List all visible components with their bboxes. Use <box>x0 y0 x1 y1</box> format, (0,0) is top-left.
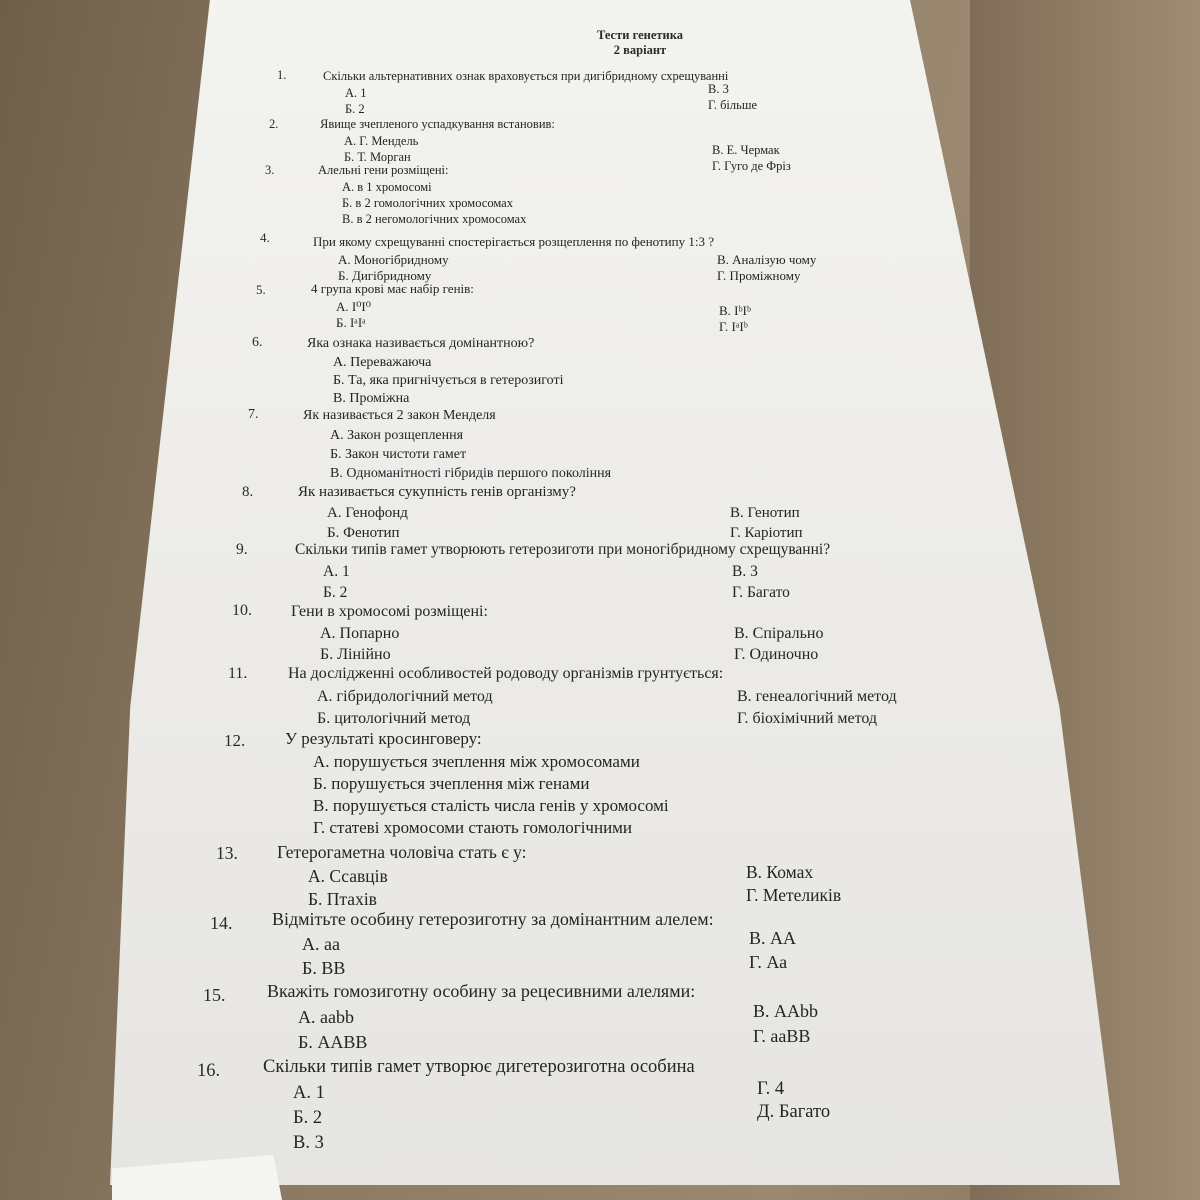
answer-option: А. Закон розщеплення <box>330 428 464 443</box>
answer-option: А. Моногібридному <box>338 251 449 267</box>
answer-option: Б. Фенотип <box>327 525 400 541</box>
answer-option: В. Спірально <box>734 625 824 642</box>
answer-option: Б. IᵃIᵃ <box>336 315 366 330</box>
question-text: Скільки типів гамет утворюють гетерозиготи при моногібридному схрещуванні? <box>295 541 831 558</box>
answer-option: Б. Т. Морган <box>344 150 411 164</box>
answer-option: А. Ссавців <box>308 866 388 886</box>
question-number: 4. <box>260 230 270 245</box>
question-number: 8. <box>242 484 254 500</box>
question-number: 7. <box>248 407 259 422</box>
answer-option: Г. Багато <box>732 584 790 601</box>
question-text: Скільки альтернативних ознак враховується при дигібридному схрещуванні <box>323 69 729 83</box>
question-text: На дослідженні особливостей родоводу організмів грунтується: <box>288 665 724 682</box>
question-text: Як називається 2 закон Менделя <box>303 408 496 423</box>
answer-option: В. Е. Чермак <box>712 143 780 157</box>
question-text: Гени в хромосомі розміщені: <box>291 603 488 620</box>
answer-option: Г. 4 <box>757 1079 785 1099</box>
question-text: Відмітьте особину гетерозиготну за домінантним алелем: <box>272 909 714 929</box>
answer-option: Г. Каріотип <box>730 525 803 541</box>
question-number: 5. <box>256 282 266 297</box>
answer-option: Г. Аа <box>749 952 788 972</box>
question-number: 12. <box>224 731 246 750</box>
answer-option: Б. Лінійно <box>320 646 391 663</box>
answer-option: Б. Дигібридному <box>338 268 432 283</box>
answer-option: А. в 1 хромосомі <box>342 180 432 194</box>
question-number: 16. <box>197 1061 221 1081</box>
question-number: 10. <box>232 602 252 619</box>
answer-option: А. Генофонд <box>327 505 408 521</box>
answer-option: Б. AABB <box>298 1032 368 1052</box>
answer-option: В. Одноманітності гібридів першого покоління <box>330 466 612 481</box>
answer-option: Б. 2 <box>323 584 348 601</box>
question-text: Яка ознака називається домінантною? <box>307 336 535 351</box>
answer-option: Г. біохімічний метод <box>737 710 878 727</box>
answer-option: Б. 2 <box>345 102 365 116</box>
answer-option: Б. 2 <box>293 1108 323 1128</box>
document-header <box>540 28 740 58</box>
answer-option: В. 3 <box>293 1133 324 1153</box>
question-number: 6. <box>252 335 263 350</box>
answer-option: Г. статеві хромосоми стають гомологічними <box>313 818 633 837</box>
answer-option: В. AAbb <box>753 1001 819 1021</box>
answer-option: А. Г. Мендель <box>344 134 419 148</box>
answer-option: А. гібридологічний метод <box>317 688 493 705</box>
answer-option: Б. Закон чистоти гамет <box>330 447 467 462</box>
question-number: 14. <box>210 913 233 933</box>
question-text: Вкажіть гомозиготну особину за рецесивними алелями: <box>267 981 696 1001</box>
question-number: 2. <box>269 117 279 131</box>
answer-option: А. aabb <box>298 1007 354 1027</box>
question-number: 1. <box>277 68 287 82</box>
question-text: Як називається сукупність генів організму? <box>298 484 576 500</box>
answer-option: А. 1 <box>293 1083 325 1103</box>
answer-option: В. в 2 негомологічних хромосомах <box>342 212 527 226</box>
answer-option: Г. IᵃIᵇ <box>719 319 748 334</box>
answer-option: Г. aaBB <box>753 1026 811 1046</box>
question-number: 13. <box>216 843 238 863</box>
answer-option: В. генеалогічний метод <box>737 688 897 705</box>
question-text: Явище зчепленого успадкування встановив: <box>320 117 555 131</box>
question-number: 3. <box>265 163 275 177</box>
answer-option: В. Генотип <box>730 505 800 521</box>
question-text: Алельні гени розміщені: <box>318 163 449 177</box>
answer-option: Б. порушується зчеплення між генами <box>313 774 590 793</box>
answer-option: В. IᵇIᵇ <box>719 302 751 318</box>
question-number: 9. <box>236 541 248 558</box>
answer-option: Г. Проміжному <box>717 268 801 283</box>
answer-option: А. Попарно <box>320 625 400 642</box>
question-text: 4 група крові має набір генів: <box>311 281 474 296</box>
question-text: При якому схрещуванні спостерігається розщеплення по фенотипу 1:3 ? <box>313 234 714 249</box>
answer-option: Г. більше <box>708 98 758 112</box>
answer-option: А. I⁰I⁰ <box>336 298 371 314</box>
answer-option: Д. Багато <box>757 1102 831 1122</box>
answer-option: В. Комах <box>746 862 814 882</box>
answer-option: А. порушується зчеплення між хромосомами <box>313 752 640 771</box>
answer-option: Г. Одиночно <box>734 646 819 663</box>
answer-option: А. Переважаюча <box>333 355 432 370</box>
answer-option: В. 3 <box>708 82 729 96</box>
answer-option: В. 3 <box>732 563 758 580</box>
answer-option: Г. Гуго де Фріз <box>712 159 791 173</box>
answer-option: Б. Та, яка пригнічується в гетерозиготі <box>333 373 564 388</box>
answer-option: Б. ВВ <box>302 958 346 978</box>
answer-option: А. 1 <box>323 563 350 580</box>
question-number: 15. <box>203 985 226 1005</box>
document-variant: 2 варіант <box>613 43 667 57</box>
answer-option: Б. в 2 гомологічних хромосомах <box>342 196 513 210</box>
answer-option: В. Проміжна <box>333 391 410 406</box>
question-text: У результаті кросинговеру: <box>285 729 482 748</box>
answer-option: А. аа <box>302 934 340 954</box>
answer-option: Б. Птахів <box>308 889 377 909</box>
document-title: Тести генетика <box>597 28 683 42</box>
answer-option: В. АА <box>749 928 797 948</box>
answer-option: В. Аналізую чому <box>717 251 817 267</box>
question-text: Гетерогаметна чоловіча стать є у: <box>277 842 527 862</box>
answer-option: Г. Метеликів <box>746 885 842 905</box>
question-number: 11. <box>228 665 248 682</box>
answer-option: В. порушується сталість числа генів у хромосомі <box>313 796 669 815</box>
answer-option: А. 1 <box>345 86 367 100</box>
question-text: Скільки типів гамет утворює дигетерозиготна особина <box>263 1057 695 1077</box>
answer-option: Б. цитологічний метод <box>317 710 471 727</box>
